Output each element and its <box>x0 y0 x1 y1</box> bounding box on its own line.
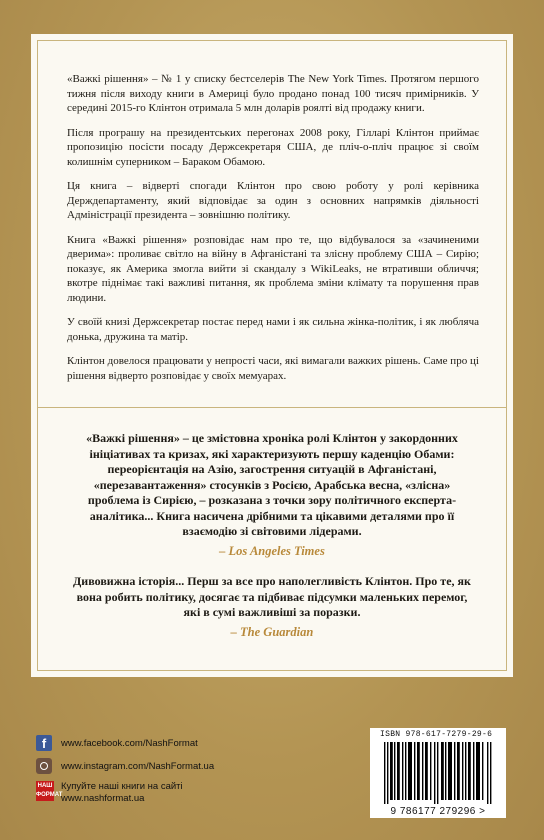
barcode-number: 9 786177 279296 > <box>390 806 486 817</box>
instagram-icon <box>36 758 52 774</box>
facebook-icon: f <box>36 735 52 751</box>
review-quote <box>71 574 473 640</box>
shop-caption: Купуйте наші книги на сайті <box>61 781 183 792</box>
publisher-logo: НАШ ФОРМАТ <box>36 781 54 801</box>
barcode-box <box>370 728 506 818</box>
review-source: – The Guardian <box>230 624 314 639</box>
description-paragraph-4: Книга «Важкі рішення» розповідає нам про те, що відбувалося за «зачиненими дверима»: проливає світло на війну в Афганістані та злісну проблему США – Сирію; показує, як Америка змогла вийти зі скандалу з WikiLeaks, не втративши обличчя; вкотре піднімає такі важливі питання, як проблема зміни клімату та порушення прав людини. <box>67 233 479 304</box>
review-text: «Важкі рішення» – це змістовна хроніка ролі Клінтон у закордонних ініціативах та кризах, які характеризують першу каденцію Обами: переорієнтація на Азію, загострення ситуацій в Афганістані, «перезавантаження» стосунків з Росією, Арабська весна, «злісна» проблема із Сирією, – розказана з точки зору політичного експерта-аналітика... Книга насичена дрібними та цікавими деталями про її взаємодію зі світовими лідерами. <box>86 431 458 538</box>
section-divider <box>37 407 507 408</box>
description-paragraph-1: «Важкі рішення» – № 1 у списку бестселерів The New York Times. Протягом першого тижня після виходу книги в Америці було продано понад 100 тисяч примірників. У середині 2015-го Клінтон отримала 5 млн доларів роялті від продажу книги. <box>67 73 479 114</box>
description-paragraph-5: У своїй книзі Держсекретар постає перед нами і як сильна жінка-політик, і як любляча донька, дружина та матір. <box>67 316 479 343</box>
description-paragraph-2: Після програшу на президентських перегонах 2008 року, Гілларі Клінтон приймає пропозицію посісти посаду Держсекретаря США, де пліч-о-пліч працює зі своїм колишнім суперником – Бараком Обамою. <box>67 126 479 168</box>
review-source: – Los Angeles Times <box>219 543 325 558</box>
shop-info <box>61 781 183 805</box>
isbn-text: ISBN 978-617-7279-29-6 <box>380 730 493 739</box>
shop-link[interactable]: www.nashformat.ua <box>61 793 145 804</box>
instagram-link[interactable]: www.instagram.com/NashFormat.ua <box>61 761 215 772</box>
review-quote <box>71 431 473 559</box>
barcode-bars <box>384 742 492 804</box>
text-panel <box>31 34 513 677</box>
book-description <box>67 72 479 393</box>
description-paragraph-3: Ця книга – відверті спогади Клінтон про свою роботу у ролі керівника Держдепартаменту, який відповідає за один з основних напрямків діяльності Адміністрації президента – зовнішню політику. <box>67 180 479 221</box>
facebook-link[interactable]: www.facebook.com/NashFormat <box>61 738 198 749</box>
description-paragraph-6: Клінтон довелося працювати у непрості часи, які вимагали важких рішень. Саме про ці рішення відверто розповідає у своїх мемуарах. <box>67 355 479 382</box>
review-text: Дивовижна історія... Перш за все про наполегливість Клінтон. Про те, як вона робить політику, досягає та підбиває підсумки маленьких перемог, які в сумі важливіші за поразки. <box>73 574 471 619</box>
